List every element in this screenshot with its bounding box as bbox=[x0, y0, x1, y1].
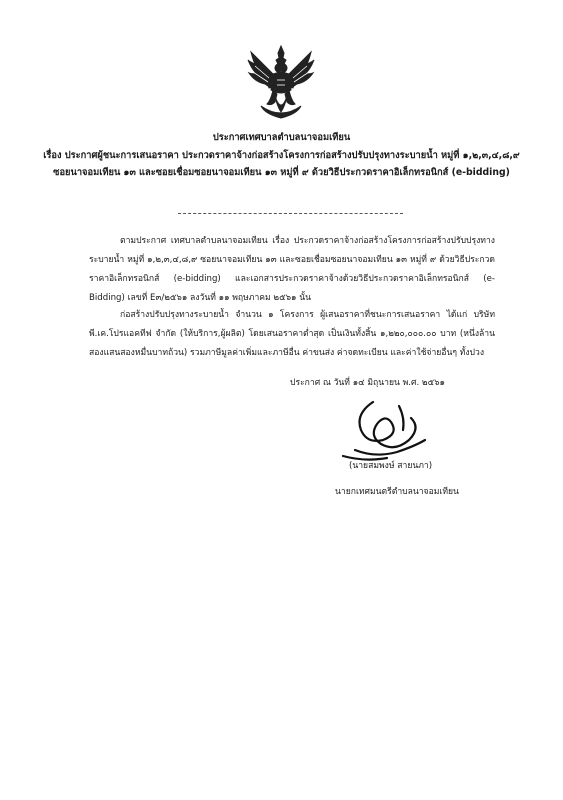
garuda-emblem-icon bbox=[247, 44, 315, 120]
body-paragraph-1: ตามประกาศ เทศบาลตำบลนาจอมเทียน เรื่อง ประกวดราคาจ้างก่อสร้างโครงการก่อสร้างปรับปรุงทางระบายน้ำ หมู่ที่ ๑,๒,๓,๔,๘,๙ ซอยนาจอมเทียน ๑๓ และซอยเชื่อมซอยนาจอมเทียน ๑๓ หมู่ที่ ๙ ด้วยวิธีประกวดราคาอิเล็กทรอนิกส์ (e-bidding) และเอกสารประกวดราคาจ้างด้วยวิธีประกวดราคาอิเล็กทรอนิกส์ (e-Bidding) เลขที่ E๓/๒๕๖๑ ลงวันที่ ๑๑ พฤษภาคม ๒๕๖๑ นั้น bbox=[89, 236, 495, 303]
handwritten-signature bbox=[325, 400, 435, 462]
signer-position: นายกเทศมนตรีตำบลนาจอมเทียน bbox=[335, 487, 459, 497]
dashed-divider bbox=[178, 213, 403, 214]
body-paragraph-2: ก่อสร้างปรับปรุงทางระบายน้ำ จำนวน ๑ โครงการ ผู้เสนอราคาที่ชนะการเสนอราคา ได้แก่ บริษัท พี.เค.โปรแอคทีฟ จำกัด (ให้บริการ,ผู้ผลิต) โดยเสนอราคาต่ำสุด เป็นเงินทั้งสิ้น ๑,๒๒๐,๐๐๐.๐๐ บาท (หนึ่งล้านสองแสนสองหมื่นบาทถ้วน) รวมภาษีมูลค่าเพิ่มและภาษีอื่น ค่าขนส่ง ค่าจดทะเบียน และค่าใช้จ่ายอื่นๆ ทั้งปวง bbox=[89, 310, 495, 358]
announcement-date: ประกาศ ณ วันที่ ๑๔ มิถุนายน พ.ศ. ๒๕๖๑ bbox=[290, 378, 445, 388]
subject-heading: เรื่อง ประกาศผู้ชนะการเสนอราคา ประกวดราคาจ้างก่อสร้างโครงการก่อสร้างปรับปรุงทางระบายน้ำ หมู่ที่ ๑,๒,๓,๔,๘,๙ ซอยนาจอมเทียน ๑๓ และซอยเชื่อมซอยนาจอมเทียน ๑๓ หมู่ที่ ๙ ด้วยวิธีประกวดราคาอิเล็กทรอนิกส์ (e-bidding) bbox=[43, 150, 520, 178]
signer-name: (นายสมพงษ์ สายนภา) bbox=[349, 461, 433, 471]
organization-heading: ประกาศเทศบาลตำบลนาจอมเทียน bbox=[212, 132, 351, 143]
